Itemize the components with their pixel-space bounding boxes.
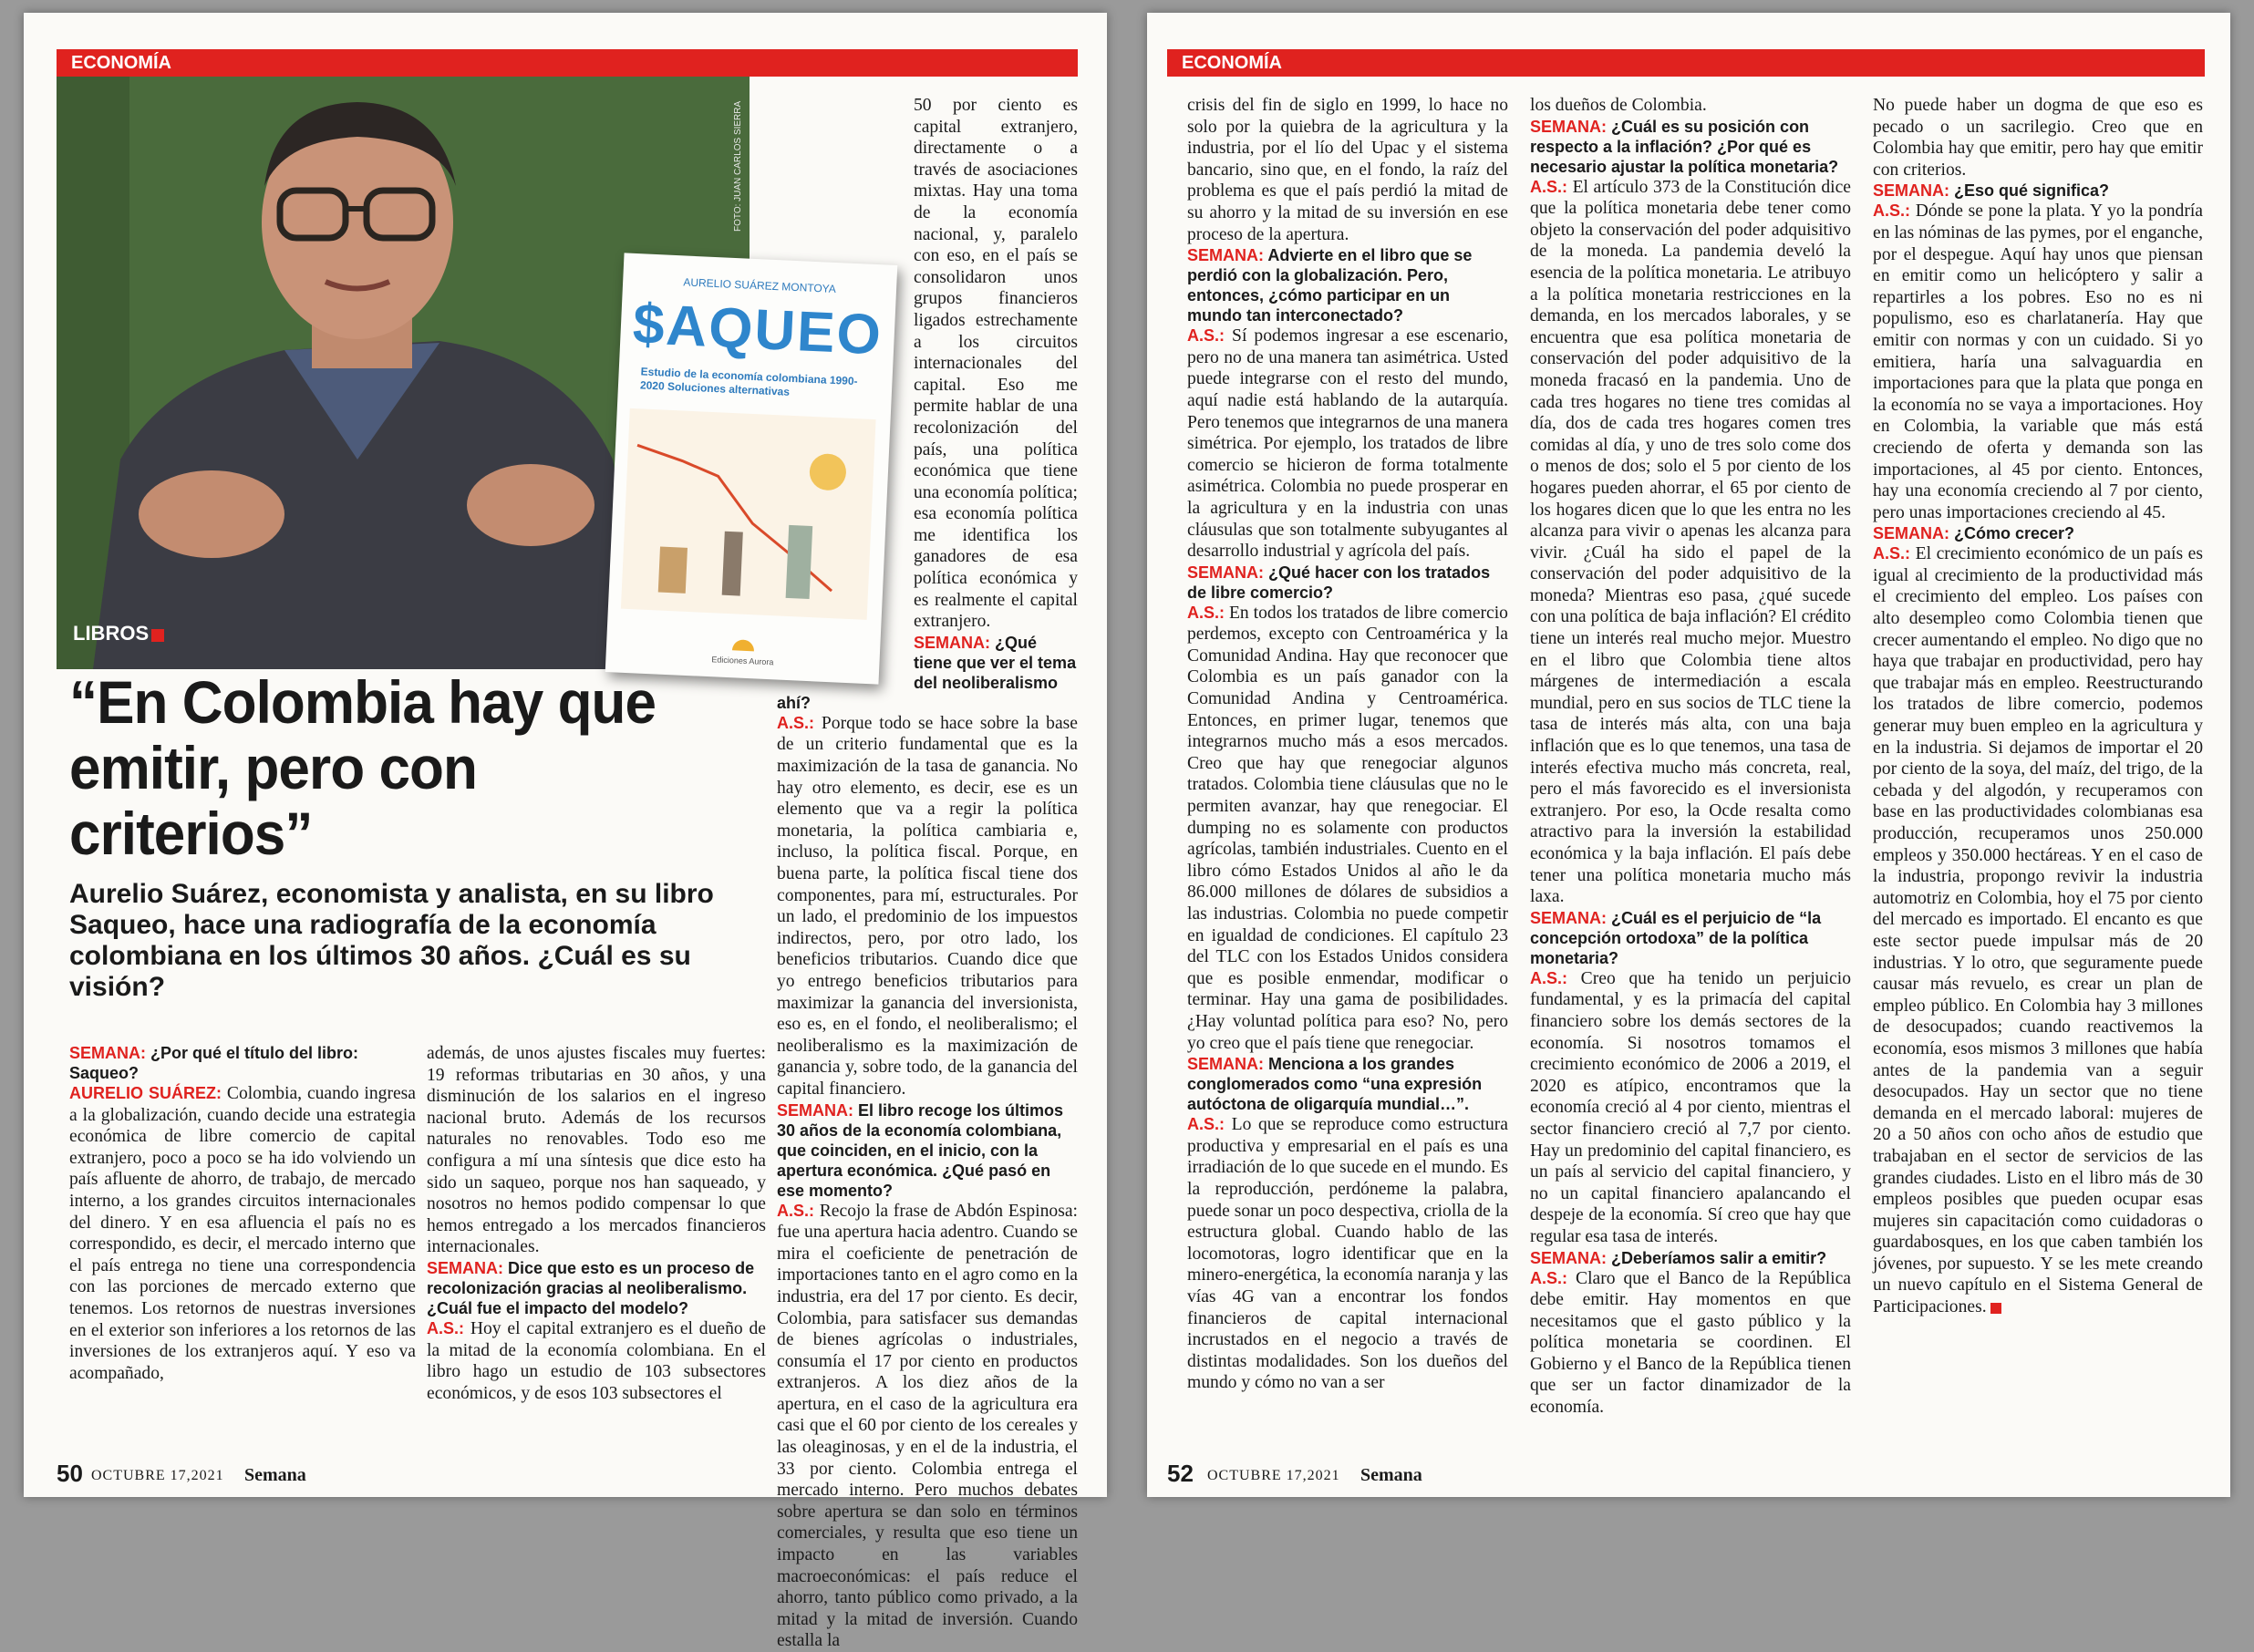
answer-label: A.S.:: [1530, 968, 1568, 987]
paragraph: además, de unos ajustes fiscales muy fuertes: 19 reformas tributarias en 30 años, y una disminución de los salarios en el ingreso nacional bruto. Además de los recursos naturales no renovables. Todo eso me configura a mí una síntesis que dice esto ha sido un saqueo, porque nos han saqueado, y nosotros no hemos podido compensar lo que hemos entregado a los mercados financieros internacionales.: [427, 1044, 766, 1257]
question-label: SEMANA:: [914, 633, 990, 652]
book-wrap-spacer: [777, 95, 914, 678]
question-text: ¿Por qué el título del libro: Saqueo?: [69, 1044, 359, 1082]
question-label: SEMANA:: [1530, 908, 1607, 927]
question-text: Dice que esto es un proceso de recolonización gracias al neoliberalismo. ¿Cuál fue el impacto del modelo?: [427, 1258, 755, 1317]
question-text: ¿Eso qué significa?: [1954, 181, 2110, 201]
right-column-2: [1530, 95, 1851, 1462]
headline: “En Colombia hay que emitir, pero con criterios”: [69, 668, 657, 867]
answer-text: Colombia, cuando ingresa a la globalización, cuando decide una estrategia económica de libre comercio de capital extranjero, poco a poco se ha ido volviendo un país afluente de ahorro, de trabajo, de mercado interno, a los grandes circuitos internacionales del dinero. Y en esa afluencia el país no es correspondido, es decir, el mercado interno que el país entrega no tiene una correspondencia con las porciones de mercado externo que tenemos. Los retornos de nuestras inversiones en el exterior son inferiores a los retornos de las inversiones de los extranjeros aquí. Y eso va acompañado,: [69, 1084, 416, 1383]
book-title: $AQUEO: [631, 292, 884, 367]
question-text: El libro recoge los últimos 30 años de la economía colombiana, que coinciden, en el inicio, con la apertura económica. ¿Qué pasó en ese momento?: [777, 1100, 1064, 1200]
question-text: Advierte en el libro que se perdió con la globalización. Pero, entonces, ¿cómo participar en un mundo tan interconectado?: [1187, 246, 1473, 325]
question-label: SEMANA:: [69, 1044, 146, 1062]
left-page: [24, 13, 1107, 1651]
end-mark-icon: [1990, 1303, 2001, 1314]
answer-text: Claro que el Banco de la República debe emitir. Hay momentos en que necesitamos que el gasto público y la política monetaria se coordinen. El Gobierno y el Banco de la República tienen que ser un factor dinamizador de la economía.: [1530, 1268, 1851, 1418]
answer-label: AURELIO SUÁREZ:: [69, 1084, 222, 1102]
magazine-name: Semana: [244, 1465, 306, 1485]
paragraph: crisis del fin de siglo en 1999, lo hace no solo por la quiebra de la agricultura y la industria, por el lío del Upac y el sistema bancario, sino que, en el fondo, la raíz del problema es que el país perdió la mitad de su ahorro y la mitad de su inversión en ese proceso de la apertura.: [1187, 96, 1508, 244]
section-header: ECONOMÍA: [1167, 49, 2205, 77]
right-column-3: [1873, 95, 2203, 1462]
answer-label: A.S.:: [1530, 177, 1568, 196]
answer-text: Lo que se reproduce como estructura productiva y empresarial en el país es una irradiación de lo que sucede en el mundo. Es la reproducción, perdóneme la palabra, puede sonar un poco despectiva, criolla de la estructura global. Cuando hablo de las locomotoras, logro identificar que en la minero-energética, la economía naranja y las vías 4G van a encontrar los fondos financieros de capital internacional incrustados en el negocio a través de distintas modalidades. Son los dueños del mundo y cómo no van a ser: [1187, 1115, 1508, 1393]
page-number: 50: [57, 1460, 83, 1487]
question-label: SEMANA:: [1187, 1055, 1264, 1074]
question-text: ¿Cuál es el perjuicio de “la concepción ortodoxa” de la política monetaria?: [1530, 908, 1822, 967]
issue-date: OCTUBRE 17,2021: [91, 1468, 224, 1483]
question-label: SEMANA:: [1530, 1248, 1607, 1267]
question-text: Menciona a los grandes conglomerados como “una expresión autóctona de oligarquía mundial…”.: [1187, 1055, 1483, 1114]
answer-label: A.S.:: [427, 1318, 465, 1337]
answer-label: A.S.:: [1873, 201, 1911, 221]
answer-label: A.S.:: [1187, 326, 1225, 346]
question-text: ¿Qué hacer con los tratados de libre comercio?: [1187, 563, 1491, 602]
book-subtitle: Estudio de la economía colombiana 1990-2020 Soluciones alternativas: [639, 365, 858, 398]
question-text: ¿Cómo crecer?: [1954, 524, 2075, 543]
libros-marker-icon: [151, 629, 164, 642]
question-label: SEMANA:: [427, 1258, 503, 1277]
answer-label: A.S.:: [777, 713, 815, 732]
question-label: SEMANA:: [1187, 246, 1264, 265]
book-author: AURELIO SUÁREZ MONTOYA: [683, 275, 837, 296]
question-text: ¿Cuál es su posición con respecto a la inflación? ¿Por qué es necesario ajustar la política monetaria?: [1530, 117, 1839, 176]
answer-label: A.S.:: [1187, 1115, 1225, 1134]
question-label: SEMANA:: [1187, 563, 1264, 582]
answer-text: Dónde se pone la plata. Y yo la pondría en las nóminas de las pymes, por el enganche, por el despegue. Aquí hay unos que piensan en emitir como un helicóptero y salir a repartirles a los pobres. Eso no es ni populismo, eso es charlatanería. Hay que emitir con normas y con un cuidado. Si yo emitiera, haría una salvaguardia en importaciones para que la plata que ponga en la economía no se vaya a importaciones. Hoy en Colombia, la variable que más está creciendo de oferta y demanda son las importaciones, al 45 por ciento. Entonces, hay una economía creciendo al 7 por ciento, pero unas importaciones creciendo al 45.: [1873, 201, 2204, 522]
paragraph: los dueños de Colombia.: [1530, 96, 1707, 115]
left-column-3: [777, 95, 1079, 1651]
answer-label: A.S.:: [1530, 1268, 1568, 1287]
answer-label: A.S.:: [1187, 603, 1225, 622]
question-text: ¿Qué tiene que ver el tema del neoliberalismo ahí?: [777, 633, 1077, 712]
issue-date: OCTUBRE 17,2021: [1207, 1468, 1340, 1483]
answer-text: Sí podemos ingresar a ese escenario, pero no de una manera tan asimétrica. Usted puede integrarse con el resto del mundo, aquí nadie está hablando de la autarquía. Pero tenemos que integrarnos de una manera simétrica. Por ejemplo, los tratados de libre comercio se hicieron de forma totalmente asimétrica. Colombia no puede prosperar en la agricultura y en la industria con unas cláusulas que son totalmente subyugantes al desarrollo industrial y agrícola del país.: [1187, 326, 1508, 562]
answer-text: Porque todo se hace sobre la base de un criterio fundamental que es la maximización de la tasa de ganancia. No hay otro elemento, es decir, ese es un elemento que va a regir la política monetaria, la política cambiaria e, incluso, la política fiscal. Porque, en buena parte, la política fiscal tiene dos componentes, para mí, estructurales. Por un lado, el predominio de los impuestos indirectos, pero, por otro lado, los beneficios tributarios. Cuando dice que yo entrego beneficios tributarios para maximizar la ganancia del inversionista, eso es, en el fondo, el neoliberalismo; el neoliberalismo es la maximización de ganancia y, sobre todo, de la ganancia del capital financiero.: [777, 713, 1079, 1099]
publisher-logo-icon: [732, 639, 755, 651]
section-header: ECONOMÍA: [57, 49, 1078, 77]
question-label: SEMANA:: [1530, 117, 1607, 136]
left-column-1: [69, 1043, 416, 1462]
answer-label: A.S.:: [777, 1201, 815, 1220]
question-text: ¿Deberíamos salir a emitir?: [1611, 1248, 1827, 1267]
answer-text: Hoy el capital extranjero es el dueño de la mitad de la economía colombiana. En el libro hago un estudio de 103 subsectores económicos, y de esos 103 subsectores el: [427, 1318, 766, 1403]
answer-text: El crecimiento económico de un país es igual al crecimiento de la productividad más el crecimiento del empleo. Los países con alto desempleo como Colombia tienen que crecer aumentando el empleo. No digo que no haya que trabajar en productividad, pero hay que trabajar más en empleo. Reestructurando los tratados de libre comercio, podemos generar muy buen empleo en la agricultura y en la industria. Si dejamos de importar el 20 por ciento de la soya, del maíz, del trigo, de la cebada y del algodón, y recuperamos con base en las productividades colombianas esa producción, recuperamos unos 250.000 empleos y 350.000 hectáreas. Y en el caso de la industria, propongo revivir la industria automotriz en Colombia, hoy el 75 por ciento del mercado es importado. El encanto es que este sector puede impulsar más de 20 industrias. Y lo otro, que seguramente puede causar más revuelo, es crear un plan de empleo público. En Colombia hay 3 millones de desocupados; cuando reactivemos la economía, esos mismos 3 millones que había antes de la pandemia van a seguir desocupados. Hay un sector que no tiene demanda en el mercado laboral: mujeres de 20 a 50 años con ocho años de estudio que trabajaban en el sector de servicios de las grandes ciudades. Listo en el libro más de 30 empleos posibles que pueden ocupar esas mujeres sin capacitación como cuidadoras o guardabosques, en los que caben también los jóvenes, por supuesto. Y se les mete creando un nuevo capítulo en el Sistema General de Participaciones.: [1873, 544, 2203, 1317]
right-page: [1147, 13, 2230, 1497]
page-number: 52: [1167, 1460, 1194, 1487]
book-publisher: Ediciones Aurora: [711, 655, 774, 667]
question-label: SEMANA:: [1873, 524, 1949, 543]
answer-label: A.S.:: [1873, 544, 1911, 563]
question-label: SEMANA:: [1873, 181, 1949, 201]
photo-credit: FOTO: JUAN CARLOS SIERRA: [733, 100, 743, 232]
lede: Aurelio Suárez, economista y analista, en su libro Saqueo, hace una radiografía de la economía colombiana en los últimos 30 años. ¿Cuál es su visión?: [69, 879, 714, 1002]
libros-label: LIBROS: [73, 622, 150, 645]
left-column-2: [427, 1043, 766, 1462]
paragraph: No puede haber un dogma de que eso es pecado o un sacrilegio. Creo que en Colombia hay que emitir, pero hay que emitir con criterios.: [1873, 96, 2203, 180]
right-column-1: [1187, 95, 1508, 1462]
answer-text: En todos los tratados de libre comercio perdemos, excepto con Centroamérica y la Comunidad Andina. Hay que reconocer que Colombia es un país ganador con la Comunidad Andina y Centroamérica. Entonces, en primer lugar, tenemos que integrarnos mucho más a esos mercados. Creo que hay que renegociar algunos tratados. Colombia tiene cláusulas que no le permiten avanzar, hay que renegociar. El dumping no es solamente con productos agrícolas, también industriales. Cuento en el libro cómo Estados Unidos al año le da 86.000 millones de dólares de subsidios a las industrias. Colombia no puede competir en igualdad de condiciones. El capítulo 23 del TLC con los Estados Unidos considera que es posible enmendar, modificar o terminar. Hay una gama de posibilidades. ¿Hay voluntad política para eso? No, pero yo creo que el país tiene que renegociar.: [1187, 603, 1508, 1053]
question-label: SEMANA:: [777, 1100, 853, 1120]
magazine-name: Semana: [1360, 1465, 1422, 1485]
paragraph: 50 por ciento es capital extranjero, directamente o a través de asociaciones mixtas. Hay una toma de la economía nacional, y, paralelo con eso, en el país se consolidaron unos grupos financieros ligados estrechamente a los circuitos internacionales del capital. Eso me permite hablar de una recolonización del país, una política económica que tiene una economía política; esa economía política me identifica los ganadores de esa política económica y es realmente el capital extranjero.: [914, 96, 1078, 632]
answer-text: Recojo la frase de Abdón Espinosa: fue una apertura hacia adentro. Cuando se mira el coeficiente de penetración de importaciones tanto en el agro como en la industria, era del 17 por ciento. Es decir, Colombia, para satisfacer sus demandas de bienes agrícolas o industriales, consumía el 17 por ciento en productos extranjeros. A los diez años de la apertura, en el caso de la agricultura era casi que el 60 por ciento de los cereales y las oleaginosas, y en el de la industria, el 33 por ciento. Colombia entrega el mercado interno. Pero muchos debates sobre apertura se dan solo en términos comerciales, y resulta que eso tiene un impacto en las variables macroeconómicas: el país reduce el ahorro, tanto público como privado, a la mitad y la mitad de inversión. Cuando estalla la: [777, 1201, 1078, 1651]
answer-text: Creo que ha tenido un perjuicio fundamental, y es la primacía del capital financiero sobre los demás sectores de la economía. Si nosotros tomamos el crecimiento económico de 2006 a 2019, el 2020 es atípico, encontramos que la economía creció al 4 por ciento, mientras el sector financiero creció al 7,7 por ciento. Hay un predominio del capital financiero, es un país al servicio del capital financiero, y no un capital financiero apalancando el despeje de la economía. Sí creo que hay que regular esa tasa de interés.: [1530, 968, 1851, 1246]
answer-text: El artículo 373 de la Constitución dice que la política monetaria debe tener como objeto la conservación del poder adquisitivo de la moneda. La pandemia develó la esencia de la política monetaria. Le atribuyo a la política monetaria restricciones en la demanda, en los mercados laborales, y se encuentra que esa política monetaria de conservación del poder adquisitivo de la moneda fracasó en la pandemia. Uno de cada tres hogares no tiene tres comidas al día, dos de cada tres hogares comen tres comidas al día, y uno de tres solo come dos o menos de dos; solo el 5 por ciento de los hogares pueden ahorrar, el 65 por ciento de los hogares dicen que lo que les entra no les alcanza para vivir o apenas les alcanza para vivir. ¿Cuál ha sido el papel de la conservación del poder adquisitivo de la moneda? Mientras eso pasa, ¿qué sucede con una política de baja inflación? El crédito tiene un interés real mucho mejor. Muestro en el libro que Colombia tiene altos márgenes de intermediación a escala mundial, pero en sus socios de TLC tiene la tasa de interés más alta, con una baja inflación que es lo que tenemos, una tasa de interés efectiva mucho más concreta, real, pero el más favorecido es el inversionista extranjero. Por eso, la Ocde resalta como atractivo para la inversión la estabilidad económica y la baja inflación. El país debe tener una política monetaria mucho más laxa.: [1530, 177, 1851, 907]
